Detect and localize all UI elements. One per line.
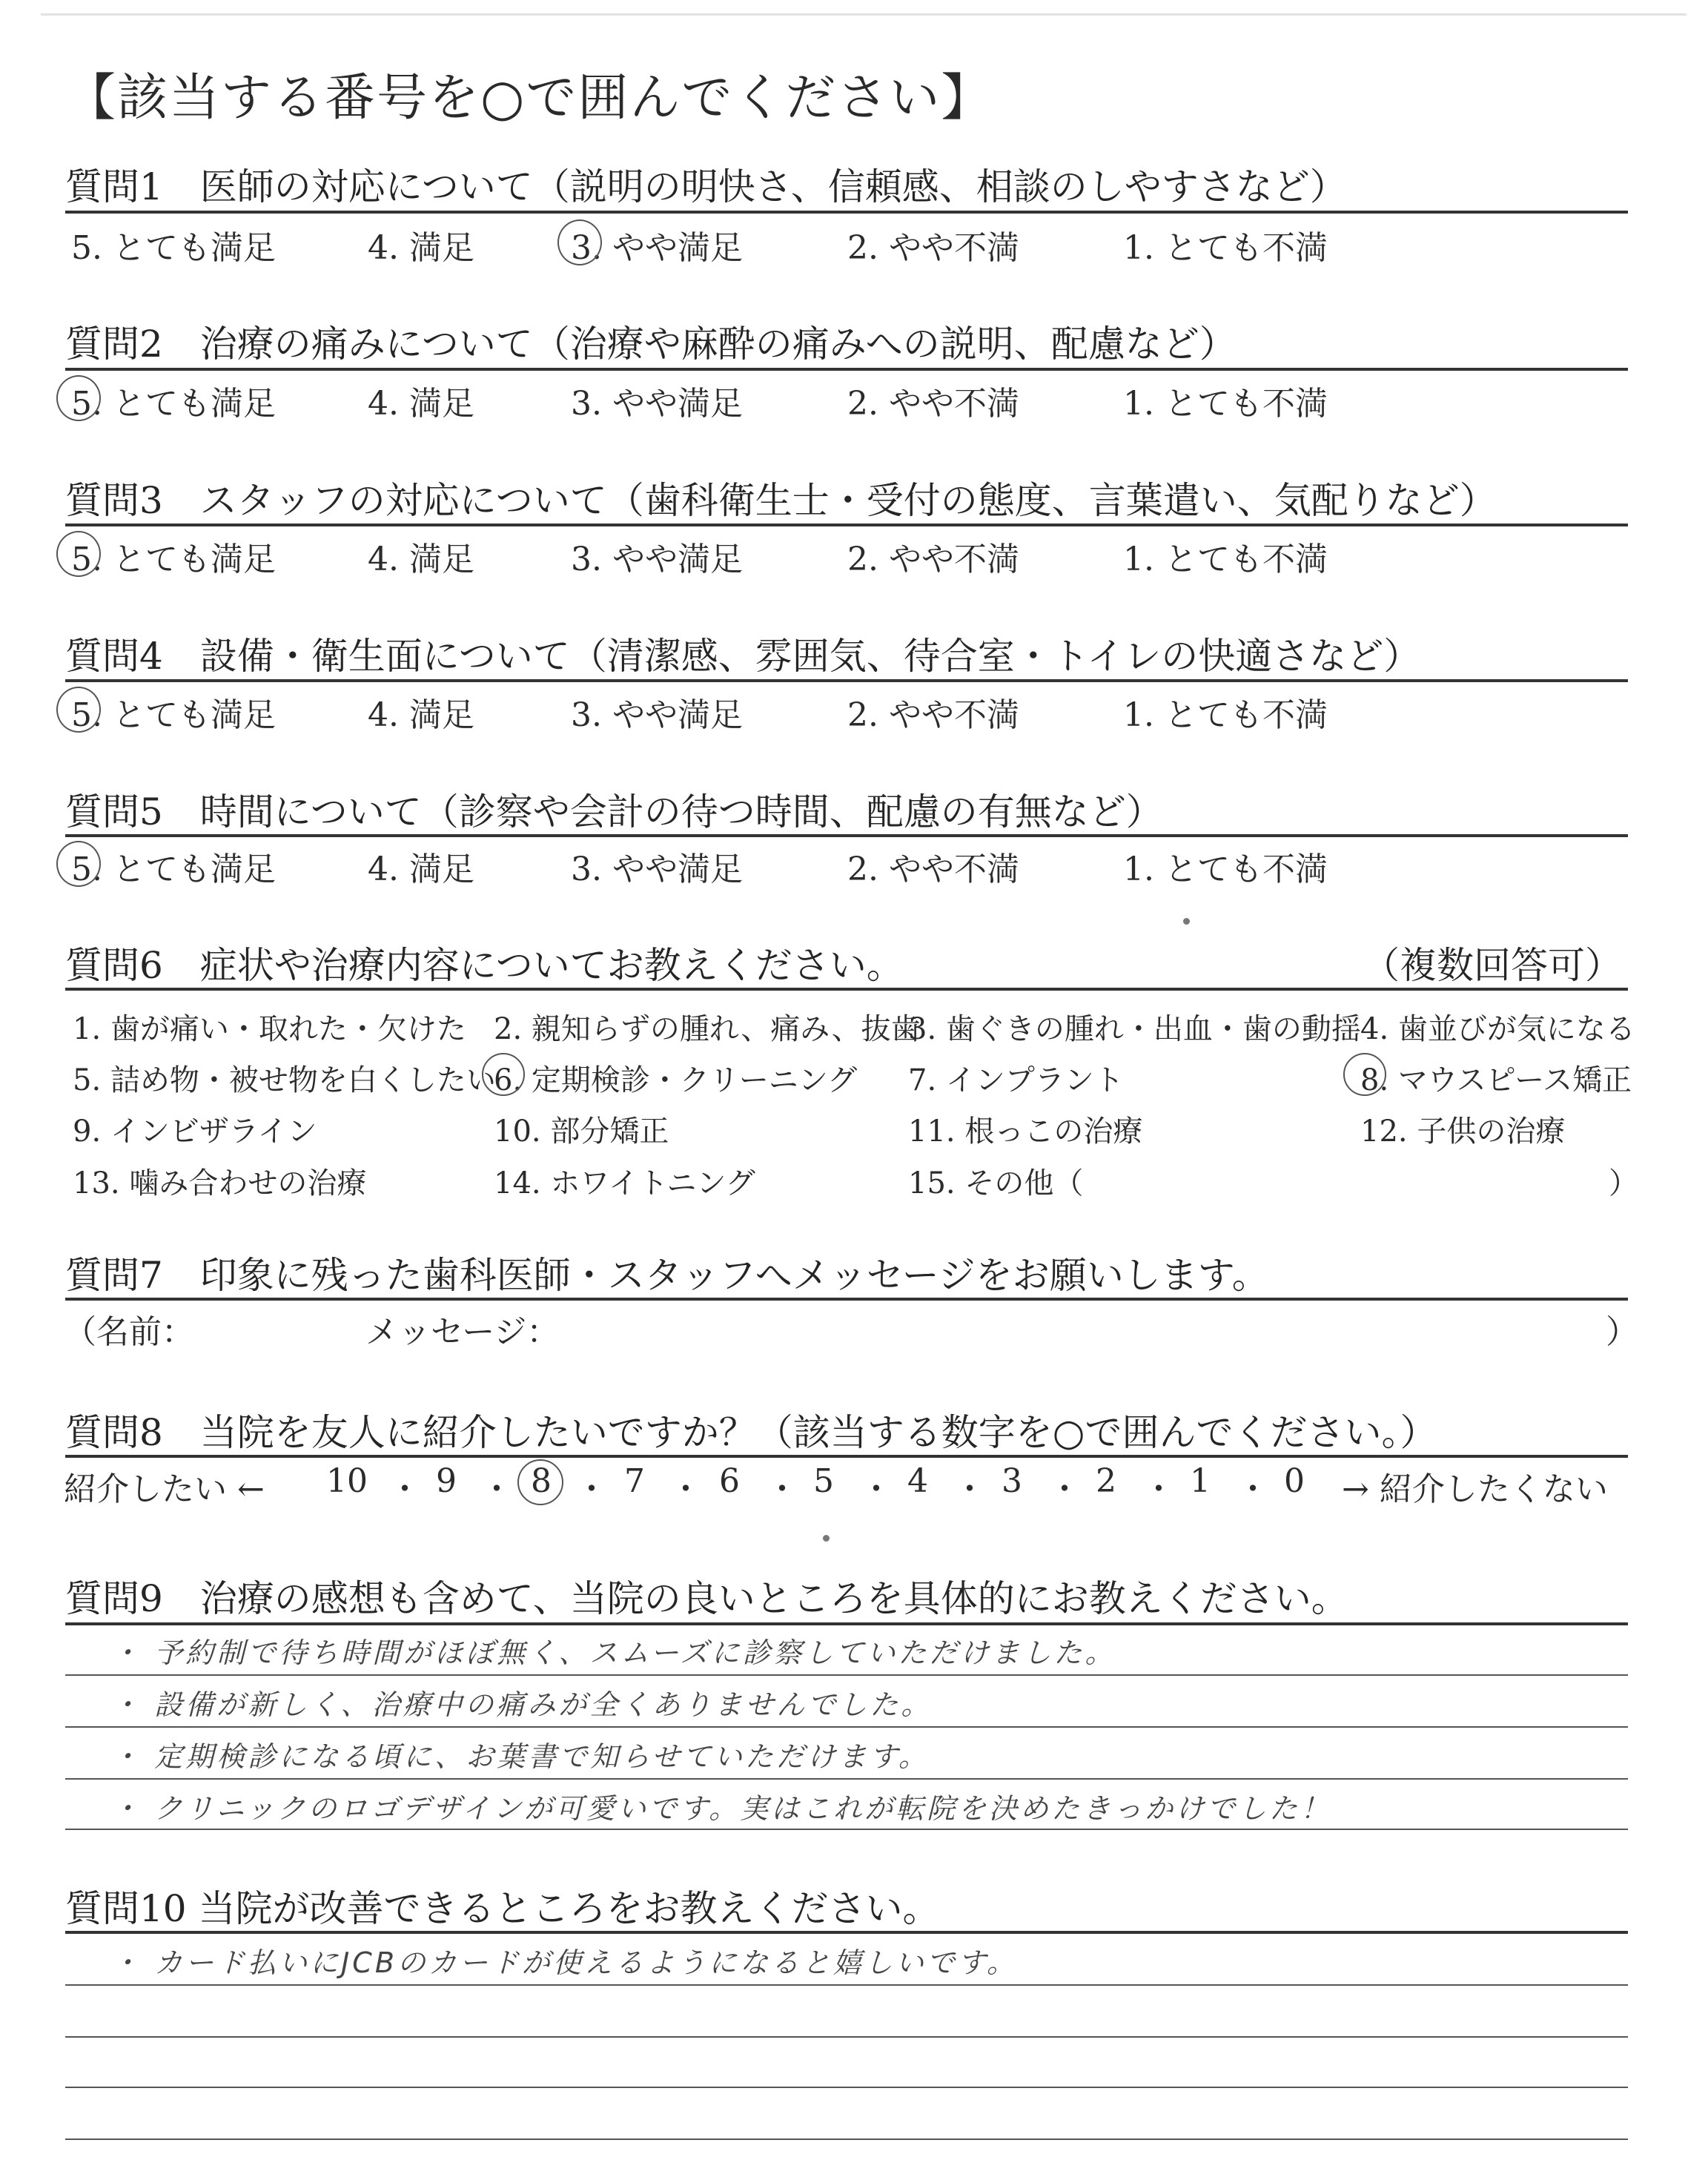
q9-rule	[65, 1622, 1628, 1625]
q4-option-1[interactable]: 1. とても不満	[1123, 696, 1328, 734]
q6-option-9[interactable]: 9. インビザライン	[73, 1114, 317, 1149]
q10-heading: 質問10 当院が改善できるところをお教えください。	[65, 1887, 940, 1930]
q9-answer-line: ・ 予約制で待ち時間がほぼ無く、スムーズに診察していただけました。	[111, 1636, 1116, 1669]
q7-rule	[65, 1298, 1628, 1301]
q3-option-3[interactable]: 3. やや満足	[571, 541, 743, 578]
q7-name-label: （名前：	[64, 1313, 194, 1351]
q6-option-7[interactable]: 7. インプラント	[908, 1063, 1124, 1097]
q5-option-1[interactable]: 1. とても不満	[1123, 851, 1328, 888]
scan-speck	[1183, 918, 1190, 925]
q4-option-2[interactable]: 2. やや不満	[847, 696, 1019, 734]
q5-heading: 質問5 時間について（診察や会計の待つ時間、配慮の有無など）	[65, 790, 1163, 833]
q9-writing-line	[65, 1829, 1628, 1830]
top-rule	[41, 13, 1687, 16]
q8-scale-4[interactable]: 4	[907, 1462, 928, 1500]
q6-option-6[interactable]: 6. 定期検診・クリーニング	[494, 1063, 858, 1097]
q9-answer-line: ・ 設備が新しく、治療中の痛みが全くありませんでした。	[111, 1688, 933, 1721]
q7-message-label: メッセージ：	[365, 1313, 560, 1351]
q1-option-5[interactable]: 5. とても満足	[71, 229, 276, 267]
q6-option-13[interactable]: 13. 噛み合わせの治療	[73, 1166, 367, 1200]
q10-writing-line	[65, 1984, 1628, 1986]
q8-right-label: → 紹介したくない	[1342, 1470, 1608, 1508]
q10-writing-line	[65, 2138, 1628, 2140]
q10-writing-line	[65, 2036, 1628, 2038]
q5-option-5[interactable]: 5. とても満足	[71, 851, 276, 888]
q4-option-3[interactable]: 3. やや満足	[571, 696, 743, 734]
q5-option-3[interactable]: 3. やや満足	[571, 851, 743, 888]
q6-option-11[interactable]: 11. 根っこの治療	[908, 1114, 1143, 1149]
q6-option-5[interactable]: 5. 詰め物・被せ物を白くしたい	[73, 1063, 496, 1097]
q2-heading: 質問2 治療の痛みについて（治療や麻酔の痛みへの説明、配慮など）	[65, 323, 1237, 366]
q6-option-8[interactable]: 8. マウスピース矯正	[1360, 1063, 1632, 1097]
q2-option-3[interactable]: 3. やや満足	[571, 385, 743, 423]
q8-scale-5[interactable]: 5	[813, 1462, 834, 1500]
q8-scale-10[interactable]: 10	[326, 1462, 368, 1500]
q10-rule	[65, 1931, 1628, 1934]
page-title: 【該当する番号を○で囲んでください】	[65, 69, 993, 128]
q7-heading: 質問7 印象に残った歯科医師・スタッフへメッセージをお願いします。	[65, 1254, 1269, 1297]
q1-option-2[interactable]: 2. やや不満	[847, 229, 1019, 267]
q8-scale-6[interactable]: 6	[719, 1462, 740, 1500]
q5-option-4[interactable]: 4. 満足	[368, 851, 474, 888]
q1-heading: 質問1 医師の対応について（説明の明快さ、信頼感、相談のしやすさなど）	[65, 165, 1347, 208]
q3-option-5[interactable]: 5. とても満足	[71, 541, 276, 578]
q2-rule	[65, 368, 1628, 371]
q6-option-3[interactable]: 3. 歯ぐきの腫れ・出血・歯の動揺	[908, 1012, 1361, 1046]
q8-scale-2[interactable]: 2	[1096, 1462, 1116, 1500]
q9-writing-line	[65, 1778, 1628, 1780]
q3-option-2[interactable]: 2. やや不満	[847, 541, 1019, 578]
q8-scale-1[interactable]: 1	[1190, 1462, 1211, 1500]
q1-option-4[interactable]: 4. 満足	[368, 229, 474, 267]
q9-heading: 質問9 治療の感想も含めて、当院の良いところを具体的にお教えください。	[65, 1577, 1348, 1620]
q9-writing-line	[65, 1674, 1628, 1676]
q2-option-5[interactable]: 5. とても満足	[71, 385, 276, 423]
q6-option-10[interactable]: 10. 部分矯正	[494, 1114, 669, 1149]
q8-scale-7[interactable]: 7	[624, 1462, 645, 1500]
q6-rule	[65, 988, 1628, 991]
q6-option-12[interactable]: 12. 子供の治療	[1360, 1114, 1566, 1149]
q6-option-1[interactable]: 1. 歯が痛い・取れた・欠けた	[73, 1012, 466, 1046]
q9-answer-line: ・ クリニックのロゴデザインが可愛いです。実はこれが転院を決めたきっかけでした！	[111, 1792, 1332, 1825]
q3-option-1[interactable]: 1. とても不満	[1123, 541, 1328, 578]
q8-heading: 質問8 当院を友人に紹介したいですか？（該当する数字を○で囲んでください。）	[65, 1411, 1437, 1454]
q2-option-2[interactable]: 2. やや不満	[847, 385, 1019, 423]
q4-heading: 質問4 設備・衛生面について（清潔感、雰囲気、待合室・トイレの快適さなど）	[65, 635, 1421, 678]
q3-rule	[65, 524, 1628, 526]
q8-scale-3[interactable]: 3	[1002, 1462, 1022, 1500]
q1-rule	[65, 211, 1628, 214]
q4-option-4[interactable]: 4. 満足	[368, 696, 474, 734]
q8-scale-8[interactable]: 8	[531, 1462, 552, 1500]
q6-option-2[interactable]: 2. 親知らずの腫れ、痛み、抜歯	[494, 1012, 921, 1046]
q1-option-1[interactable]: 1. とても不満	[1123, 229, 1328, 267]
q8-left-label: 紹介したい ←	[64, 1470, 265, 1508]
q5-option-2[interactable]: 2. やや不満	[847, 851, 1019, 888]
scan-speck	[823, 1535, 830, 1542]
q4-rule	[65, 679, 1628, 682]
q1-option-3[interactable]: 3. やや満足	[571, 229, 743, 267]
q6-multiple-note: （複数回答可）	[1363, 944, 1622, 987]
q9-answer-line: ・ 定期検診になる頃に、お葉書で知らせていただけます。	[111, 1740, 930, 1773]
q10-writing-line	[65, 2087, 1628, 2088]
q6-heading: 質問6 症状や治療内容についてお教えください。	[65, 944, 904, 987]
q8-scale-9[interactable]: 9	[436, 1462, 457, 1500]
q3-heading: 質問3 スタッフの対応について（歯科衛生士・受付の態度、言葉遣い、気配りなど）	[65, 479, 1497, 522]
q10-answer-line: ・ カード払いにJCBのカードが使えるようになると嬉しいです。	[111, 1946, 1018, 1979]
q4-option-5[interactable]: 5. とても満足	[71, 696, 276, 734]
q2-option-4[interactable]: 4. 満足	[368, 385, 474, 423]
q9-writing-line	[65, 1726, 1628, 1728]
q6-option-4[interactable]: 4. 歯並びが気になる	[1360, 1012, 1635, 1046]
q3-option-4[interactable]: 4. 満足	[368, 541, 474, 578]
q7-close-paren: ）	[1606, 1313, 1638, 1351]
q8-scale-0[interactable]: 0	[1284, 1462, 1305, 1500]
q5-rule	[65, 834, 1628, 837]
q8-rule	[65, 1455, 1628, 1458]
q6-option-14[interactable]: 14. ホワイトニング	[494, 1166, 755, 1200]
q6-option-15[interactable]: 15. その他（	[908, 1166, 1084, 1200]
q2-option-1[interactable]: 1. とても不満	[1123, 385, 1328, 423]
q6-other-close-paren: ）	[1609, 1166, 1638, 1200]
